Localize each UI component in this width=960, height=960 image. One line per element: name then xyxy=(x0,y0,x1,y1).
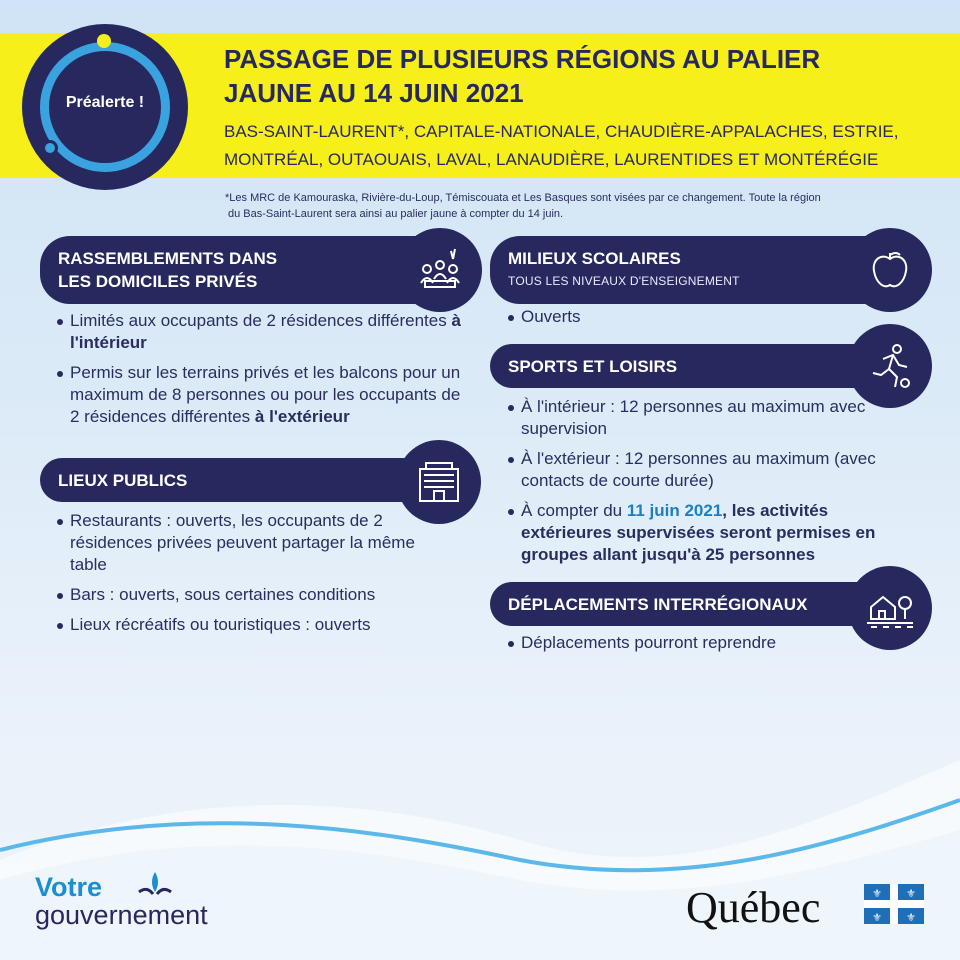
footnote xyxy=(225,190,865,222)
regions-line-2: MONTRÉAL, OUTAOUAIS, LAVAL, LANAUDIÈRE, LAURENTIDES ET MONTÉRÉGIE xyxy=(224,150,879,169)
rassemblements-title-1: RASSEMBLEMENTS DANS xyxy=(58,249,278,268)
list-item: Ouverts xyxy=(508,306,868,328)
badge-dot-accent xyxy=(97,34,111,48)
page-title xyxy=(224,42,944,110)
list-item: À compter du 11 juin 2021, les activités extérieures supervisées seront permises en groupes allant jusqu'à 25 personnes xyxy=(508,500,908,566)
badge-label: Préalerte ! xyxy=(65,94,145,111)
list-item: Lieux récréatifs ou touristiques : ouverts xyxy=(57,614,447,636)
milieux-scolaires-title: MILIEUX SCOLAIRES xyxy=(508,249,681,268)
svg-text:⚜: ⚜ xyxy=(906,911,916,924)
fleur-icon xyxy=(135,870,175,904)
footnote-line-1: *Les MRC de Kamouraska, Rivière-du-Loup, Témiscouata et Les Basques sont visées par ce changement. Toute la région xyxy=(225,192,821,204)
list-item: À l'intérieur : 12 personnes au maximum avec supervision xyxy=(508,396,908,440)
title-line-2: JAUNE AU 14 JUIN 2021 xyxy=(224,78,524,108)
list-item: Permis sur les terrains privés et les balcons pour un maximum de 8 personnes ou pour les occupants de 2 résidences différentes à l'extérieur xyxy=(57,362,467,428)
deplacements-title: DÉPLACEMENTS INTERRÉGIONAUX xyxy=(508,595,808,614)
svg-text:⚜: ⚜ xyxy=(872,887,882,900)
lieux-publics-title: LIEUX PUBLICS xyxy=(58,471,188,490)
gouvernement-label: gouvernement xyxy=(35,900,208,930)
badge-dot xyxy=(42,140,58,156)
sports-title: SPORTS ET LOISIRS xyxy=(508,357,678,376)
section-milieux-scolaires xyxy=(490,236,880,304)
title-line-1: PASSAGE DE PLUSIEURS RÉGIONS AU PALIER xyxy=(224,44,821,74)
people-gathering-icon xyxy=(398,228,482,312)
votre-label: Votre xyxy=(35,872,103,902)
milieux-scolaires-subtitle: TOUS LES NIVEAUX D'ENSEIGNEMENT xyxy=(508,274,740,288)
svg-text:⚜: ⚜ xyxy=(872,911,882,924)
deplacements-list xyxy=(508,632,868,662)
regions-list xyxy=(224,118,944,174)
list-item: Limités aux occupants de 2 résidences différentes à l'intérieur xyxy=(57,310,467,354)
quebec-flag-icon xyxy=(864,884,924,924)
svg-text:⚜: ⚜ xyxy=(906,887,916,900)
footnote-line-2: du Bas-Saint-Laurent sera ainsi au palier jaune à compter du 14 juin. xyxy=(228,208,564,220)
section-rassemblements xyxy=(40,236,430,304)
apple-icon xyxy=(848,228,932,312)
list-item: Déplacements pourront reprendre xyxy=(508,632,868,654)
section-deplacements xyxy=(490,582,880,626)
sports-list xyxy=(508,396,908,574)
rassemblements-title-2: LES DOMICILES PRIVÉS xyxy=(58,272,258,291)
lieux-publics-list xyxy=(57,510,447,644)
list-item: À l'extérieur : 12 personnes au maximum (avec contacts de courte durée) xyxy=(508,448,908,492)
rassemblements-list xyxy=(57,310,467,436)
quebec-logo-text: Québec xyxy=(686,883,821,932)
list-item: Bars : ouverts, sous certaines conditions xyxy=(57,584,447,606)
regions-line-1: BAS-SAINT-LAURENT*, CAPITALE-NATIONALE, CHAUDIÈRE-APPALACHES, ESTRIE, xyxy=(224,122,899,141)
section-lieux-publics xyxy=(40,458,430,502)
milieux-scolaires-list xyxy=(508,306,868,336)
section-sports xyxy=(490,344,880,388)
list-item: Restaurants : ouverts, les occupants de 2 résidences privées peuvent partager la même table xyxy=(57,510,447,576)
